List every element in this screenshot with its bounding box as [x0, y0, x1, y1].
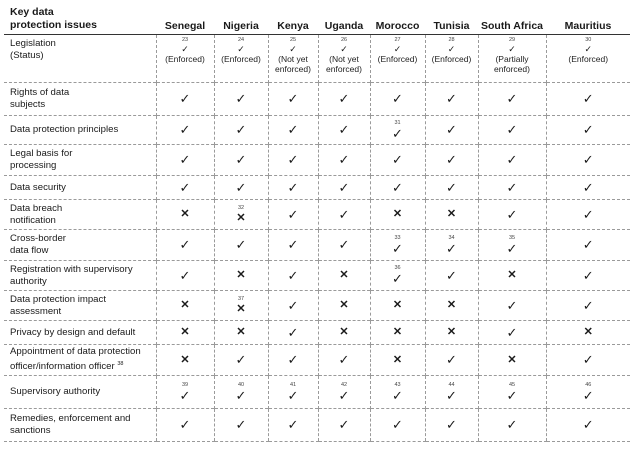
footnote-number: 40	[237, 381, 245, 388]
status-cell	[214, 176, 268, 200]
footnote-number: 32	[237, 204, 245, 211]
status-cell	[318, 261, 370, 291]
check-icon: ✓	[582, 417, 594, 432]
check-icon: ✓	[506, 179, 518, 195]
status-cell	[268, 409, 318, 442]
status-text: (Enforced)	[221, 54, 261, 64]
status-cell	[318, 200, 370, 230]
check-icon: ✓	[393, 44, 402, 54]
cross-icon: ✕	[236, 211, 246, 224]
status-cell	[214, 261, 268, 291]
check-icon: ✓	[446, 417, 457, 432]
status-cell	[156, 83, 214, 116]
check-icon: ✓	[582, 122, 594, 137]
check-icon: ✓	[287, 297, 299, 313]
legislation-cell	[478, 35, 546, 83]
check-icon: ✓	[287, 417, 299, 432]
status-cell	[268, 176, 318, 200]
status-cell	[546, 200, 630, 230]
check-icon: ✓	[235, 417, 247, 432]
check-icon: ✓	[446, 240, 457, 256]
status-text: (Partially	[495, 54, 529, 64]
check-icon: ✓	[582, 352, 594, 367]
check-icon: ✓	[506, 297, 518, 313]
status-cell	[478, 376, 546, 409]
header-row	[4, 2, 630, 35]
issue-label: Data protection principles	[4, 116, 156, 145]
status-cell	[478, 83, 546, 116]
footnote-number: 33	[394, 234, 401, 241]
footnote-number: 46	[585, 381, 592, 388]
check-icon: ✓	[392, 271, 403, 286]
issue-row	[4, 321, 630, 345]
issues-column-header: Key data protection issues	[4, 2, 156, 35]
check-icon: ✓	[582, 387, 594, 403]
check-icon: ✓	[506, 91, 518, 106]
status-cell	[478, 291, 546, 321]
status-cell	[546, 376, 630, 409]
issue-row	[4, 345, 630, 376]
check-icon: ✓	[582, 297, 594, 313]
check-icon: ✓	[582, 152, 594, 167]
check-icon: ✓	[179, 387, 191, 403]
legislation-cell	[156, 35, 214, 83]
check-icon: ✓	[179, 417, 191, 432]
status-cell	[425, 345, 478, 376]
status-cell	[318, 345, 370, 376]
check-icon: ✓	[446, 267, 457, 283]
footnote-number: 42	[340, 381, 348, 388]
cross-icon: ✕	[339, 326, 349, 338]
cross-icon: ✕	[236, 302, 246, 315]
issue-row	[4, 261, 630, 291]
check-icon: ✓	[582, 237, 594, 252]
footnote-number: 34	[448, 234, 455, 241]
country-header-morocco: Morocco	[370, 2, 425, 35]
check-icon: ✓	[287, 122, 299, 137]
check-icon: ✓	[582, 179, 594, 195]
country-header-senegal: Senegal	[156, 2, 214, 35]
status-cell	[268, 321, 318, 345]
status-cell	[478, 116, 546, 145]
status-cell	[318, 145, 370, 176]
status-cell	[156, 345, 214, 376]
status-cell	[268, 291, 318, 321]
check-icon: ✓	[392, 417, 403, 432]
issue-label: Supervisory authority	[4, 376, 156, 409]
status-cell	[370, 230, 425, 261]
status-cell	[478, 345, 546, 376]
check-icon: ✓	[582, 206, 594, 222]
status-cell	[214, 230, 268, 261]
status-cell	[156, 230, 214, 261]
status-cell	[268, 83, 318, 116]
status-cell	[156, 321, 214, 345]
status-cell	[425, 230, 478, 261]
status-cell	[214, 291, 268, 321]
country-header-mauritius: Mauritius	[546, 2, 630, 35]
legislation-cell	[425, 35, 478, 83]
check-icon: ✓	[506, 417, 518, 432]
status-text-continued: enforced)	[494, 64, 530, 74]
check-icon: ✓	[582, 91, 594, 106]
status-cell	[156, 176, 214, 200]
check-icon: ✓	[392, 125, 403, 141]
check-icon: ✓	[287, 91, 299, 106]
status-cell	[478, 261, 546, 291]
check-icon: ✓	[179, 179, 191, 195]
check-icon: ✓	[506, 387, 518, 403]
footnote-number: 44	[448, 381, 455, 388]
status-cell	[546, 230, 630, 261]
status-cell	[268, 261, 318, 291]
legislation-cell	[268, 35, 318, 83]
issue-label: Rights of data subjects	[4, 83, 156, 116]
footnote-number: 31	[394, 119, 401, 126]
legislation-cell	[370, 35, 425, 83]
check-icon: ✓	[287, 237, 299, 252]
status-cell	[156, 116, 214, 145]
status-cell	[268, 376, 318, 409]
check-icon: ✓	[287, 352, 299, 367]
status-text: (Not yet	[278, 54, 308, 64]
check-icon: ✓	[508, 44, 516, 54]
status-cell	[478, 321, 546, 345]
check-icon: ✓	[235, 352, 247, 367]
status-cell	[214, 409, 268, 442]
check-icon: ✓	[506, 240, 518, 256]
status-cell	[425, 200, 478, 230]
check-icon: ✓	[287, 387, 299, 403]
status-cell	[156, 145, 214, 176]
check-icon: ✓	[582, 267, 594, 283]
country-header-south-africa: South Africa	[478, 2, 546, 35]
status-cell	[156, 261, 214, 291]
status-cell	[478, 176, 546, 200]
country-header-kenya: Kenya	[268, 2, 318, 35]
cross-icon: ✕	[180, 299, 190, 311]
status-cell	[268, 345, 318, 376]
check-icon: ✓	[338, 179, 350, 195]
status-text-continued: enforced)	[326, 64, 362, 74]
legislation-row	[4, 35, 630, 83]
check-icon: ✓	[235, 237, 247, 252]
cross-icon: ✕	[507, 353, 517, 366]
footnote-number: 35	[508, 234, 516, 241]
check-icon: ✓	[584, 44, 593, 54]
check-icon: ✓	[235, 91, 247, 106]
status-cell	[318, 376, 370, 409]
footnote-number: 43	[394, 381, 401, 388]
status-cell	[546, 145, 630, 176]
status-cell	[546, 321, 630, 345]
footnote-number: 28	[448, 37, 455, 43]
check-icon: ✓	[287, 206, 299, 222]
check-icon: ✓	[392, 91, 403, 106]
check-icon: ✓	[392, 179, 403, 195]
check-icon: ✓	[179, 91, 191, 106]
status-cell	[156, 409, 214, 442]
footnote-number: 26	[340, 37, 348, 43]
status-cell	[318, 409, 370, 442]
check-icon: ✓	[235, 387, 247, 403]
check-icon: ✓	[287, 267, 299, 283]
status-cell	[318, 116, 370, 145]
check-icon: ✓	[338, 152, 350, 167]
cross-icon: ✕	[446, 299, 457, 311]
check-icon: ✓	[287, 324, 299, 340]
check-icon: ✓	[447, 44, 456, 54]
cross-icon: ✕	[236, 326, 246, 338]
status-cell	[425, 261, 478, 291]
status-cell	[214, 145, 268, 176]
check-icon: ✓	[235, 152, 247, 167]
cross-icon: ✕	[180, 353, 190, 366]
cross-icon: ✕	[583, 326, 593, 338]
check-icon: ✓	[338, 237, 350, 252]
check-icon: ✓	[179, 267, 191, 283]
footnote-number: 37	[237, 295, 245, 302]
issue-row	[4, 116, 630, 145]
cross-icon: ✕	[236, 269, 246, 281]
status-cell	[425, 145, 478, 176]
status-cell	[318, 83, 370, 116]
check-icon: ✓	[237, 44, 245, 54]
cross-icon: ✕	[446, 326, 457, 338]
country-header-uganda: Uganda	[318, 2, 370, 35]
issue-row	[4, 83, 630, 116]
cross-icon: ✕	[339, 299, 349, 311]
check-icon: ✓	[506, 122, 518, 137]
status-cell	[318, 291, 370, 321]
status-text: (Enforced)	[377, 54, 418, 64]
status-cell	[546, 291, 630, 321]
issue-label: Registration with supervisory authority	[4, 261, 156, 291]
legislation-label: Legislation (Status)	[10, 38, 56, 61]
status-cell	[268, 116, 318, 145]
issue-row	[4, 230, 630, 261]
footnote-number: 27	[394, 37, 401, 43]
country-header-tunisia: Tunisia	[425, 2, 478, 35]
footnote-number: 23	[181, 37, 189, 43]
status-cell	[425, 176, 478, 200]
check-icon: ✓	[235, 179, 247, 195]
issue-label: Data protection impact assessment	[4, 291, 156, 321]
check-icon: ✓	[506, 206, 518, 222]
status-cell	[546, 409, 630, 442]
legislation-cell	[546, 35, 630, 83]
status-cell	[214, 321, 268, 345]
status-cell	[214, 345, 268, 376]
status-cell	[425, 291, 478, 321]
cross-icon: ✕	[507, 269, 517, 281]
check-icon: ✓	[338, 417, 350, 432]
check-icon: ✓	[289, 44, 297, 54]
footnote-number: 45	[508, 381, 516, 388]
check-icon: ✓	[338, 206, 350, 222]
status-text: (Enforced)	[431, 54, 472, 64]
footnote-number: 41	[289, 381, 297, 388]
status-text-continued: enforced)	[275, 64, 311, 74]
issue-label: Cross-border data flow	[4, 230, 156, 261]
status-cell	[156, 376, 214, 409]
status-cell	[425, 409, 478, 442]
cross-icon: ✕	[339, 269, 349, 281]
issue-label: Appointment of data protection officer/information officer $^{38}$	[4, 345, 156, 376]
status-cell	[478, 409, 546, 442]
status-text: (Enforced)	[568, 54, 609, 64]
check-icon: ✓	[179, 152, 191, 167]
cross-icon: ✕	[392, 353, 403, 366]
status-cell	[546, 261, 630, 291]
status-cell	[370, 145, 425, 176]
check-icon: ✓	[338, 122, 350, 137]
status-cell	[370, 176, 425, 200]
status-cell	[425, 83, 478, 116]
status-cell	[318, 230, 370, 261]
status-cell	[478, 230, 546, 261]
status-cell	[425, 321, 478, 345]
status-cell	[370, 409, 425, 442]
status-cell	[425, 116, 478, 145]
check-icon: ✓	[340, 44, 348, 54]
footnote-number: 38	[117, 361, 124, 368]
issue-row	[4, 409, 630, 442]
issue-label: Remedies, enforcement and sanctions	[4, 409, 156, 442]
status-text: (Not yet	[329, 54, 359, 64]
status-cell	[546, 345, 630, 376]
status-cell	[370, 376, 425, 409]
check-icon: ✓	[446, 179, 457, 195]
legislation-cell	[214, 35, 268, 83]
check-icon: ✓	[338, 352, 350, 367]
issue-row	[4, 200, 630, 230]
check-icon: ✓	[446, 387, 457, 403]
country-header-nigeria: Nigeria	[214, 2, 268, 35]
check-icon: ✓	[338, 387, 350, 403]
legislation-cell	[318, 35, 370, 83]
status-cell	[546, 176, 630, 200]
status-cell	[318, 176, 370, 200]
status-cell	[268, 230, 318, 261]
issue-label: Privacy by design and default	[4, 321, 156, 345]
issue-label: Data breach notification	[4, 200, 156, 230]
status-cell	[370, 291, 425, 321]
cross-icon: ✕	[392, 208, 403, 220]
status-cell	[370, 321, 425, 345]
check-icon: ✓	[179, 237, 191, 252]
status-cell	[268, 145, 318, 176]
check-icon: ✓	[287, 179, 299, 195]
check-icon: ✓	[392, 152, 403, 167]
issue-row	[4, 176, 630, 200]
status-cell	[214, 83, 268, 116]
footnote-number: 39	[181, 381, 189, 388]
check-icon: ✓	[506, 324, 518, 340]
check-icon: ✓	[179, 122, 191, 137]
check-icon: ✓	[287, 152, 299, 167]
issue-label: Legal basis for processing	[4, 145, 156, 176]
footnote-number: 29	[508, 37, 516, 43]
check-icon: ✓	[446, 122, 457, 137]
status-cell	[478, 200, 546, 230]
check-icon: ✓	[506, 152, 518, 167]
status-cell	[156, 291, 214, 321]
footnote-number: 30	[585, 37, 592, 43]
status-cell	[214, 116, 268, 145]
footnote-number: 25	[289, 37, 297, 43]
status-cell	[318, 321, 370, 345]
status-cell	[214, 200, 268, 230]
footnote-number: 24	[237, 37, 245, 43]
check-icon: ✓	[446, 152, 457, 167]
check-icon: ✓	[338, 91, 350, 106]
status-cell	[370, 83, 425, 116]
status-cell	[370, 200, 425, 230]
status-cell	[214, 376, 268, 409]
status-cell	[268, 200, 318, 230]
issue-row	[4, 291, 630, 321]
status-cell	[546, 116, 630, 145]
status-cell	[370, 116, 425, 145]
cross-icon: ✕	[392, 299, 403, 311]
check-icon: ✓	[235, 122, 247, 137]
cross-icon: ✕	[180, 208, 190, 220]
check-icon: ✓	[392, 240, 403, 256]
cross-icon: ✕	[392, 326, 403, 338]
comparison-table	[4, 2, 630, 442]
footnote-number: 36	[394, 265, 401, 271]
check-icon: ✓	[392, 387, 403, 403]
status-cell	[546, 83, 630, 116]
issue-label: Data security	[4, 176, 156, 200]
status-cell	[156, 200, 214, 230]
status-cell	[478, 145, 546, 176]
status-cell	[425, 376, 478, 409]
cross-icon: ✕	[180, 326, 190, 338]
check-icon: ✓	[446, 91, 457, 106]
status-cell	[370, 261, 425, 291]
status-cell	[370, 345, 425, 376]
issue-row	[4, 145, 630, 176]
issue-row	[4, 376, 630, 409]
check-icon: ✓	[446, 352, 457, 367]
status-text: (Enforced)	[165, 54, 205, 64]
cross-icon: ✕	[446, 208, 457, 220]
check-icon: ✓	[181, 44, 189, 54]
